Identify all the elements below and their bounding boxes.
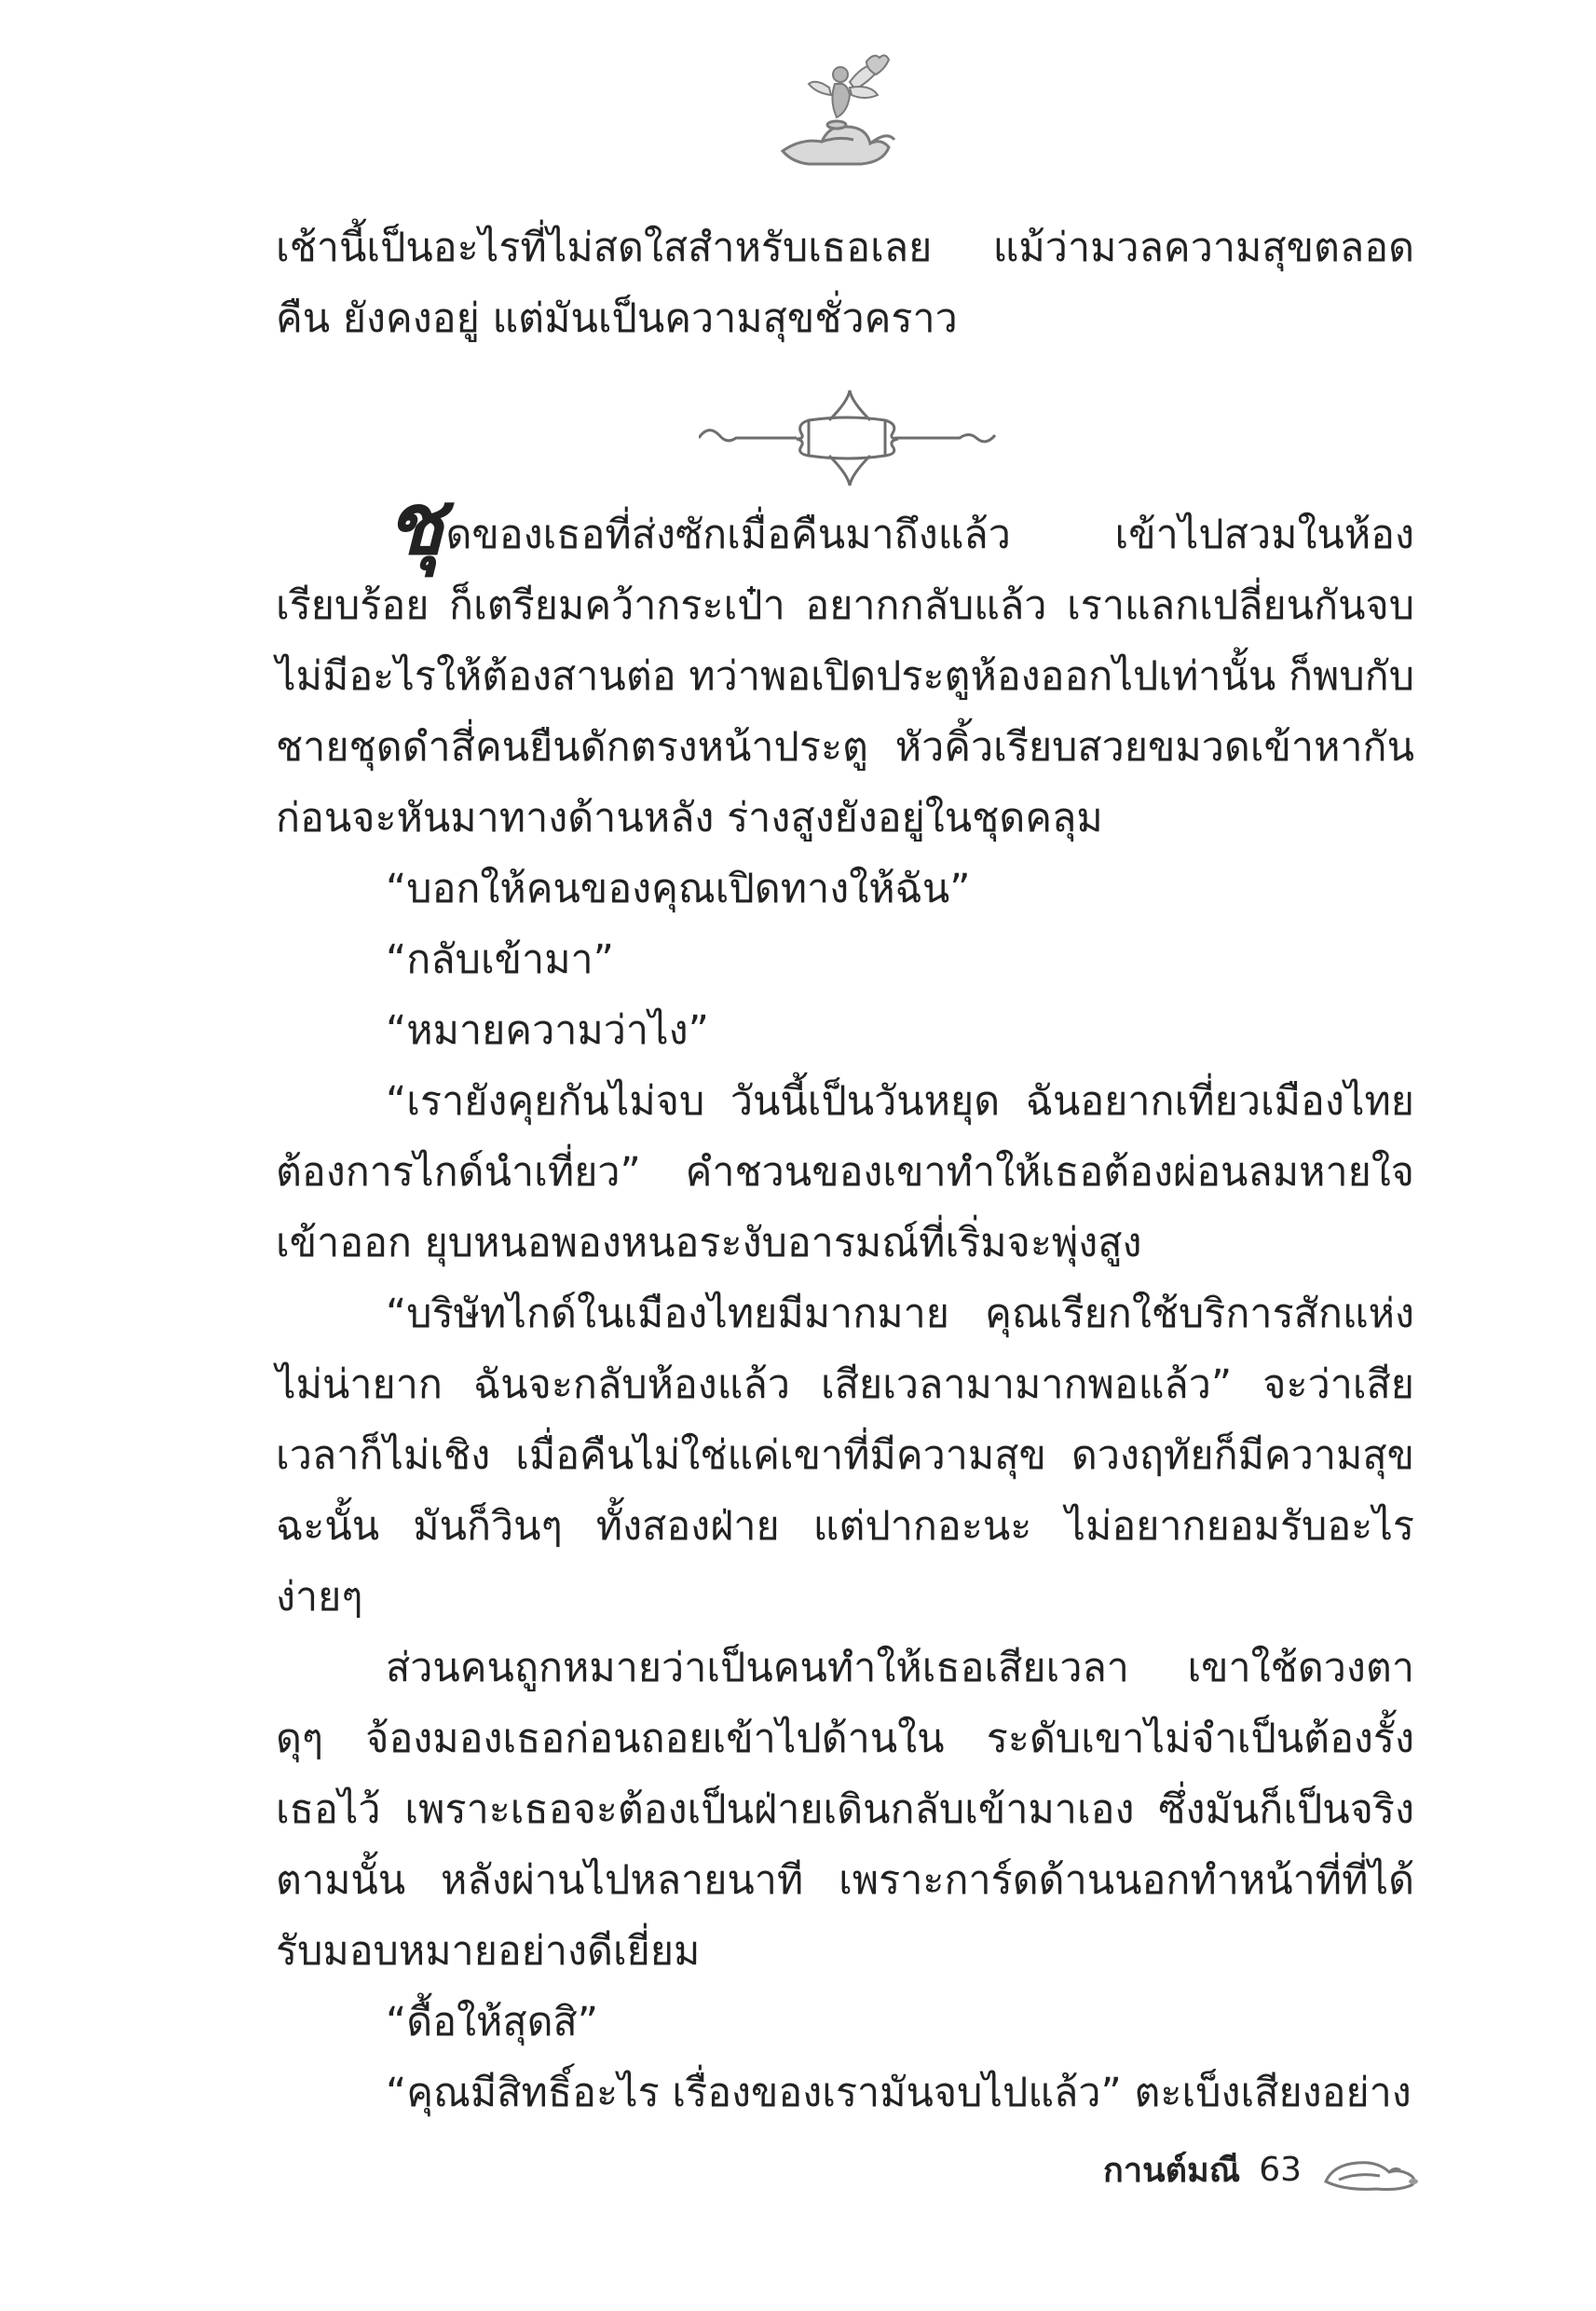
story-paragraph: ส่วนคนถูกหมายว่าเป็นคนทำให้เธอเสียเวลา เขาใช้ดวงตาดุๆ จ้องมองเธอก่อนถอยเข้าไปด้านใน ระดับเขาไม่จำเป็นต้องรั้งเธอไว้ เพราะเธอจะต้องเป็นฝ่ายเดินกลับเข้ามาเอง ซึ่งมันก็เป็นจริงตามนั้น หลังผ่านไปหลายนาที เพราะการ์ดด้านนอกทำหน้าที่ที่ได้รับมอบหมายอย่างดีเยี่ยม [276, 1645, 1414, 1975]
drop-cap: ชุ [386, 473, 444, 574]
opening-paragraph-text: ดของเธอที่ส่งซักเมื่อคืนมาถึงแล้ว เข้าไปสวมในห้องเรียบร้อย ก็เตรียมคว้ากระเป๋า อยากกลับแล้ว เราแลกเปลี่ยนกันจบ ไม่มีอะไรให้ต้องสานต่อ ทว่าพอเปิดประตูห้องออกไปเท่านั้น ก็พบกับชายชุดดำสี่คนยืนดักตรงหน้าประตู หัวคิ้วเรียบสวยขมวดเข้าหากัน ก่อนจะหันมาทางด้านหลัง ร่างสูงยังอยู่ในชุดคลุม [276, 512, 1414, 841]
dialogue-line: “กลับเข้ามา” [386, 937, 614, 983]
dialogue-line: “หมายความว่าไง” [386, 1007, 709, 1054]
scroll-divider-icon [699, 387, 997, 489]
dialogue-line: “ดื้อให้สุดสิ” [386, 1999, 599, 2045]
intro-text [276, 212, 1414, 354]
dialogue-line: “บอกให้คนของคุณเปิดทางให้ฉัน” [386, 866, 971, 912]
story-paragraph: “บริษัทไกด์ในเมืองไทยมีมากมาย คุณเรียกใช้บริการสักแห่ง ไม่น่ายาก ฉันจะกลับห้องแล้ว เสียเวลามามากพอแล้ว” จะว่าเสียเวลาก็ไม่เชิง เมื่อคืนไม่ใช่แค่เขาที่มีความสุข ดวงฤทัยก็มีความสุข ฉะนั้น มันก็วินๆ ทั้งสองฝ่าย แต่ปากอะนะ ไม่อยากยอมรับอะไรง่ายๆ [276, 1291, 1414, 1620]
intro-paragraph: เช้านี้เป็นอะไรที่ไม่สดใสสำหรับเธอเลย แม้ว่ามวลความสุขตลอดคืน ยังคงอยู่ แต่มันเป็นความสุขชั่วคราว [276, 225, 1414, 342]
page-number: 63 [1259, 2150, 1302, 2189]
story-paragraph: “เรายังคุยกันไม่จบ วันนี้เป็นวันหยุด ฉันอยากเที่ยวเมืองไทย ต้องการไกด์นำเที่ยว” คำชวนของเขาทำให้เธอต้องผ่อนลมหายใจเข้าออก ยุบหนอพองหนอระงับอารมณ์ที่เริ่มจะพุ่งสูง [276, 1078, 1414, 1266]
story-paragraph: “คุณมีสิทธิ์อะไร เรื่องของเรามันจบไปแล้ว” ตะเบ็งเสียงอย่าง [386, 2070, 1412, 2116]
book-title: กานต์มณี [1103, 2151, 1241, 2190]
story-text [276, 473, 1414, 2128]
story-paragraph-opening [276, 473, 1414, 854]
genie-lamp-outline-icon [1320, 2144, 1423, 2195]
page-footer [1103, 2143, 1423, 2195]
genie-lamp-with-fairy-icon [764, 47, 904, 177]
